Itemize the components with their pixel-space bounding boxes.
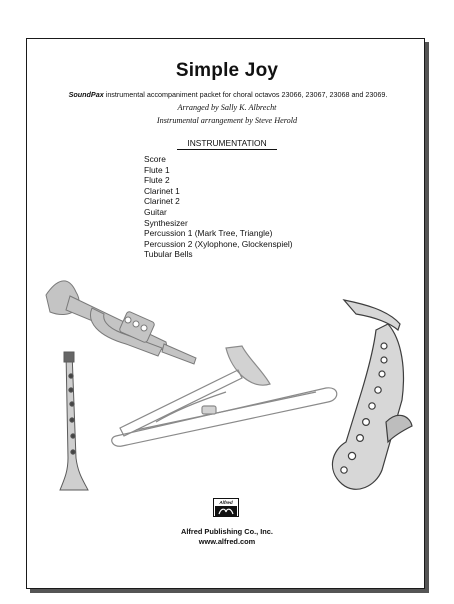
instrumentation-list: [144, 154, 293, 260]
clarinet-icon: [60, 352, 88, 490]
instrumental-arranger-credit: Instrumental arrangement by Steve Herold: [156, 116, 298, 125]
instrument-item: Guitar: [144, 206, 167, 217]
page-title: Simple Joy: [175, 60, 279, 81]
instrumentation-heading: [0, 138, 454, 148]
instrument-item: Tubular Bells: [144, 249, 193, 260]
saxophone-icon: [332, 300, 412, 489]
alfred-logo-text: Alfred: [219, 500, 233, 505]
instrument-item: Score: [144, 154, 166, 164]
instrument-item: Flute 2: [144, 175, 170, 186]
instrument-item: Percussion 2 (Xylophone, Glockenspiel): [144, 238, 293, 249]
instrument-item: Clarinet 1: [144, 185, 180, 196]
alfred-logo: [213, 498, 239, 517]
frame-shadow-bottom: [30, 589, 429, 593]
publisher-website: www.alfred.com: [198, 537, 256, 546]
trombone-icon: [112, 346, 337, 446]
alfred-logo-mark: [215, 506, 237, 516]
instrument-item: Clarinet 2: [144, 196, 180, 207]
packet-description-text: instrumental accompaniment packet for choral octavos 23066, 23067, 23068 and 23069.: [103, 90, 388, 99]
instrumentation-heading-text: INSTRUMENTATION: [177, 138, 276, 150]
arranger-credit: Arranged by Sally K. Albrecht: [177, 103, 277, 112]
publisher-name: Alfred Publishing Co., Inc.: [181, 527, 273, 536]
instruments-illustration: [26, 260, 425, 500]
instrument-item: Percussion 1 (Mark Tree, Triangle): [144, 228, 273, 239]
soundpax-brand: SoundPax: [68, 90, 104, 99]
packet-description: [36, 90, 420, 99]
instrument-item: Flute 1: [144, 164, 170, 175]
instrument-item: Synthesizer: [144, 217, 188, 228]
